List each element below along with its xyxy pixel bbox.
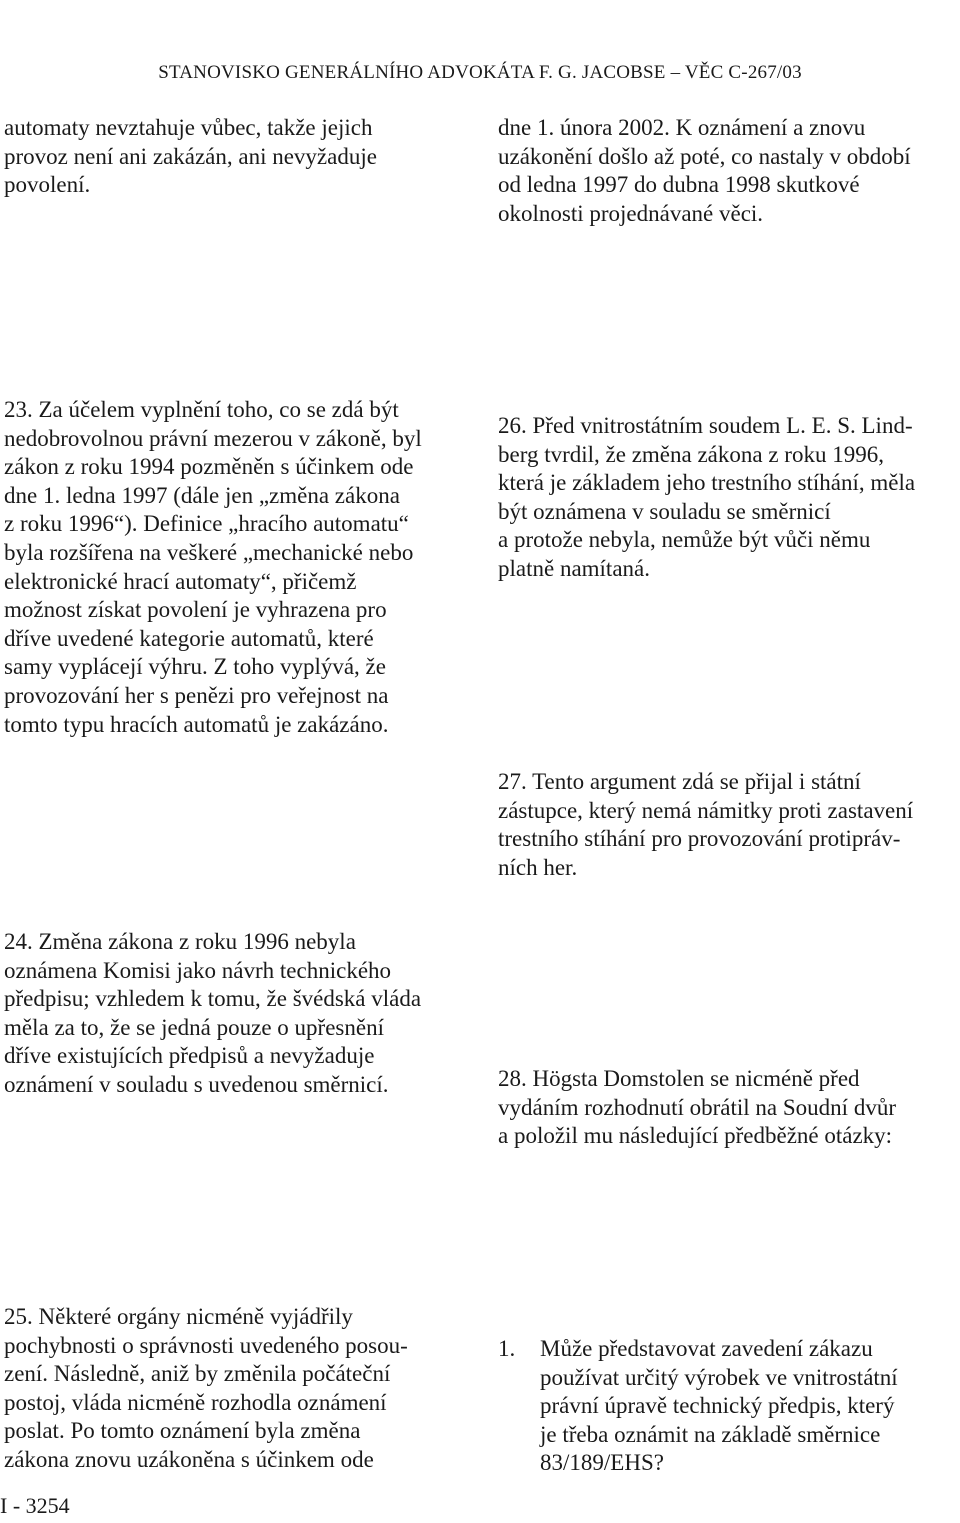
text-line: postoj, vláda nicméně rozhodla oznámení: [4, 1389, 387, 1415]
text-line: pochybnosti o správnosti uvedeného posou-: [4, 1332, 408, 1358]
text-line: být oznámena v souladu se směrnicí: [498, 498, 831, 524]
text-line: je třeba oznámit na základě směrnice: [540, 1421, 881, 1447]
paragraph-25: [4, 1303, 466, 1475]
text-line: ních her.: [498, 854, 578, 880]
text-line: 27. Tento argument zdá se přijal i státní: [498, 769, 861, 794]
text-line: platně namítaná.: [498, 555, 650, 581]
text-line: tomto typu hracích automatů je zakázáno.: [4, 711, 389, 737]
text-line: od ledna 1997 do dubna 1998 skutkové: [498, 172, 860, 198]
text-line: Může představovat zavedení zákazu: [540, 1336, 873, 1361]
text-line: dne 1. února 2002. K oznámení a znovu: [498, 115, 866, 140]
text-line: 23. Za účelem vyplnění toho, co se zdá být: [4, 397, 399, 422]
text-line: dříve existujících předpisů a nevyžaduje: [4, 1043, 375, 1069]
text-line: právní úpravě technický předpis, který: [540, 1393, 895, 1419]
text-line: trestního stíhání pro provozování protipráv-: [498, 826, 901, 852]
text-line: automaty nevztahuje vůbec, takže jejich: [4, 115, 373, 140]
text-line: okolnosti projednávané věci.: [498, 200, 764, 226]
text-line: měla za to, že se jedná pouze o upřesnění: [4, 1014, 384, 1040]
page-number: I - 3254: [0, 1493, 70, 1518]
text-line: provozování her s penězi pro veřejnost na: [4, 682, 389, 708]
text-line: oznámení v souladu s uvedenou směrnicí.: [4, 1071, 389, 1097]
text-line: z roku 1996“). Definice „hracího automatu“: [4, 511, 409, 537]
text-line: elektronické hrací automaty“, přičemž: [4, 568, 357, 594]
text-line: 28. Högsta Domstolen se nicméně před: [498, 1066, 860, 1091]
text-line: a položil mu následující předběžné otázky:: [498, 1123, 893, 1149]
text-line: nedobrovolnou právní mezerou v zákoně, byl: [4, 425, 422, 451]
text-line: 83/189/EHS?: [540, 1450, 664, 1476]
text-line: poslat. Po tomto oznámení byla změna: [4, 1418, 361, 1444]
text-line: 25. Některé orgány nicméně vyjádřily: [4, 1304, 353, 1329]
right-continuation: [498, 114, 960, 228]
question-1-text: [540, 1335, 960, 1478]
text-line: předpisu; vzhledem k tomu, že švédská vláda: [4, 986, 422, 1012]
paragraph-27: [498, 768, 960, 882]
paragraph-26: [498, 412, 960, 584]
text-line: povolení.: [4, 172, 91, 198]
text-line: oznámena Komisi jako návrh technického: [4, 957, 392, 983]
text-line: a protože nebyla, nemůže být vůči němu: [498, 527, 871, 553]
text-line: zákona znovu uzákoněna s účinkem ode: [4, 1446, 374, 1472]
text-line: možnost získat povolení je vyhrazena pro: [4, 597, 387, 623]
question-1-number: 1.: [498, 1336, 516, 1361]
text-line: používat určitý výrobek ve vnitrostátní: [540, 1364, 898, 1390]
text-line: samy vyplácejí výhru. Z toho vyplývá, že: [4, 654, 386, 680]
text-line: která je základem jeho trestního stíhání, měla: [498, 470, 916, 496]
running-header: STANOVISKO GENERÁLNÍHO ADVOKÁTA F. G. JACOBSE – VĚC C-267/03: [158, 62, 802, 83]
text-line: berg tvrdil, že změna zákona z roku 1996,: [498, 441, 884, 467]
text-line: 26. Před vnitrostátním soudem L. E. S. Lind-: [498, 413, 913, 438]
text-line: zení. Následně, aniž by změnila počáteční: [4, 1361, 391, 1387]
left-continuation: [4, 114, 466, 200]
text-line: zástupce, který nemá námitky proti zastavení: [498, 797, 914, 823]
text-line: uzákonění došlo až poté, co nastaly v období: [498, 143, 911, 169]
text-line: dříve uvedené kategorie automatů, které: [4, 625, 374, 651]
text-line: dne 1. ledna 1997 (dále jen „změna zákona: [4, 482, 400, 508]
text-line: zákon z roku 1994 pozměněn s účinkem ode: [4, 454, 414, 480]
text-line: byla rozšířena na veškeré „mechanické nebo: [4, 539, 414, 565]
paragraph-24: [4, 928, 466, 1100]
paragraph-23: [4, 396, 466, 739]
text-line: vydáním rozhodnutí obrátil na Soudní dvůr: [498, 1094, 896, 1120]
text-line: provoz není ani zakázán, ani nevyžaduje: [4, 143, 377, 169]
paragraph-28: [498, 1065, 960, 1151]
text-line: 24. Změna zákona z roku 1996 nebyla: [4, 929, 356, 954]
